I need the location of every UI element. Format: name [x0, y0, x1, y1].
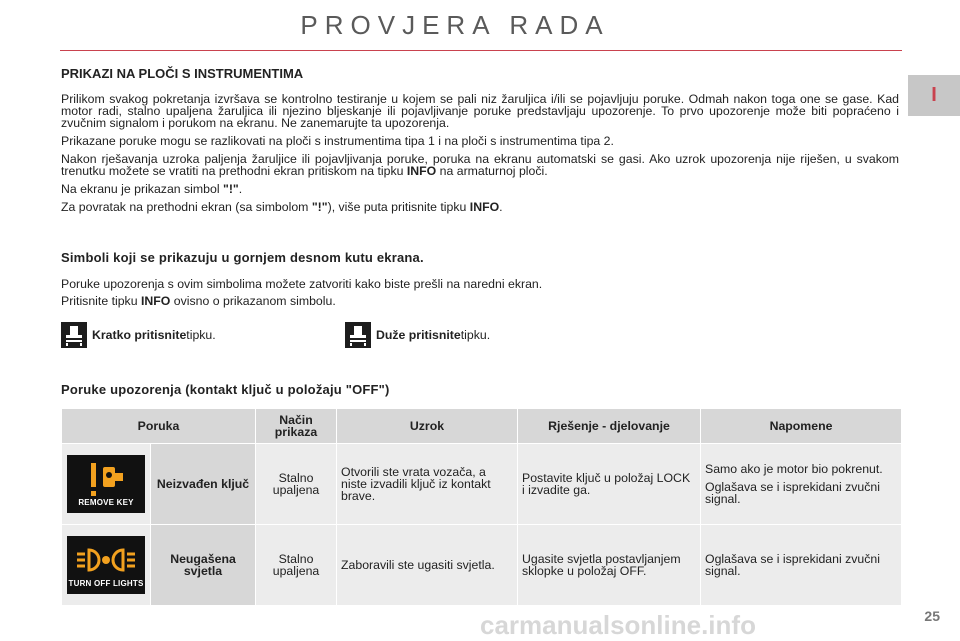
symbols-paragraph-1: Poruke upozorenja s ovim simbolima možete zatvoriti kako biste prešli na naredni ekran.	[61, 277, 543, 291]
display-cell: Stalno upaljena	[256, 444, 337, 525]
intro-text	[61, 93, 899, 219]
long-press-icon	[345, 322, 371, 348]
cause-cell: Otvorili ste vrata vozača, a niste izvadili ključ iz kontakt brave.	[337, 444, 518, 525]
notes-cell	[701, 525, 902, 606]
intro-paragraph-1: Prilikom svakog pokretanja izvršava se kontrolno testiranje u kojem se pali niz žaruljica i/ili se pojavljuju poruke. Odmah nakon toga one se gase. Kad motor radi, stalno upaljena žaruljica ili njezino bljeskanje ili pojavljivanje poruke predstavljaju upozorenje. To prvo upozorenje može biti popraćeno i zvučnim signalom i porukom na ekranu. Ne zanemarujte ta upozorenja.	[61, 92, 899, 130]
message-cell: Neizvađen ključ	[151, 444, 256, 525]
watermark: carmanualsonline.info	[480, 610, 756, 640]
solution-cell: Postavite ključ u položaj LOCK i izvadite ga.	[518, 444, 701, 525]
page-number: 25	[924, 608, 940, 624]
chapter-tab[interactable]: I	[908, 75, 960, 116]
short-press-icon	[61, 322, 87, 348]
intro-paragraph-4: Na ekranu je prikazan simbol "!".	[61, 182, 243, 196]
display-cell: Stalno upaljena	[256, 525, 337, 606]
short-press-label: Kratko pritisnite	[92, 328, 187, 342]
page-title: PROVJERA RADA	[300, 10, 610, 40]
symbols-text	[61, 278, 861, 312]
column-header-solution: Rješenje - djelovanje	[518, 409, 701, 444]
table-row	[62, 444, 902, 525]
turn-off-lights-caption: TURN OFF LIGHTS	[68, 579, 144, 588]
column-header-notes: Napomene	[701, 409, 902, 444]
short-press-legend	[61, 322, 216, 348]
column-header-cause: Uzrok	[337, 409, 518, 444]
note-text: Samo ako je motor bio pokrenut.	[705, 462, 883, 476]
long-press-suffix: tipku.	[460, 328, 491, 342]
remove-key-warning-icon	[67, 455, 145, 513]
section-heading: PRIKAZI NA PLOČI S INSTRUMENTIMA	[61, 66, 304, 81]
long-press-legend	[345, 322, 490, 348]
notes-cell	[701, 444, 902, 525]
column-header-message: Poruka	[62, 409, 256, 444]
short-press-suffix: tipku.	[186, 328, 216, 342]
long-press-label: Duže pritisnite	[376, 328, 461, 342]
warnings-table	[61, 408, 902, 606]
table-row	[62, 525, 902, 606]
message-cell: Neugašena svjetla	[151, 525, 256, 606]
symbols-paragraph-2: Pritisnite tipku INFO ovisno o prikazanom simbolu.	[61, 294, 336, 308]
column-header-display: Način prikaza	[256, 409, 337, 444]
title-divider	[60, 50, 902, 51]
intro-paragraph-2: Prikazane poruke mogu se razlikovati na ploči s instrumentima tipa 1 i na ploči s instrumentima tipa 2.	[61, 134, 614, 148]
cause-cell: Zaboravili ste ugasiti svjetla.	[337, 525, 518, 606]
solution-cell: Ugasite svjetla postavljanjem sklopke u položaj OFF.	[518, 525, 701, 606]
intro-paragraph-5: Za povratak na prethodni ekran (sa simbolom "!"), više puta pritisnite tipku INFO.	[61, 200, 503, 214]
remove-key-caption: REMOVE KEY	[78, 498, 134, 507]
table-header-row	[62, 409, 902, 444]
note-text: Oglašava se i isprekidani zvučni signal.	[705, 552, 880, 578]
intro-paragraph-3: Nakon rješavanja uzroka paljenja žaruljice ili pojavljivanja poruke, poruka na ekranu automatski se gasi. Ako uzrok upozorenja nije riješen, u svakom trenutku možete se vratiti na prethodni ekran pritiskom na tipku INFO na armaturnoj ploči.	[61, 152, 899, 178]
note-text: Oglašava se i isprekidani zvučni signal.	[705, 480, 880, 506]
turn-off-lights-cell	[62, 525, 151, 606]
remove-key-cell	[62, 444, 151, 525]
warnings-heading: Poruke upozorenja (kontakt ključ u položaju "OFF")	[61, 382, 390, 397]
symbols-heading: Simboli koji se prikazuju u gornjem desnom kutu ekrana.	[61, 250, 424, 265]
lights-warning-icon	[67, 536, 145, 594]
